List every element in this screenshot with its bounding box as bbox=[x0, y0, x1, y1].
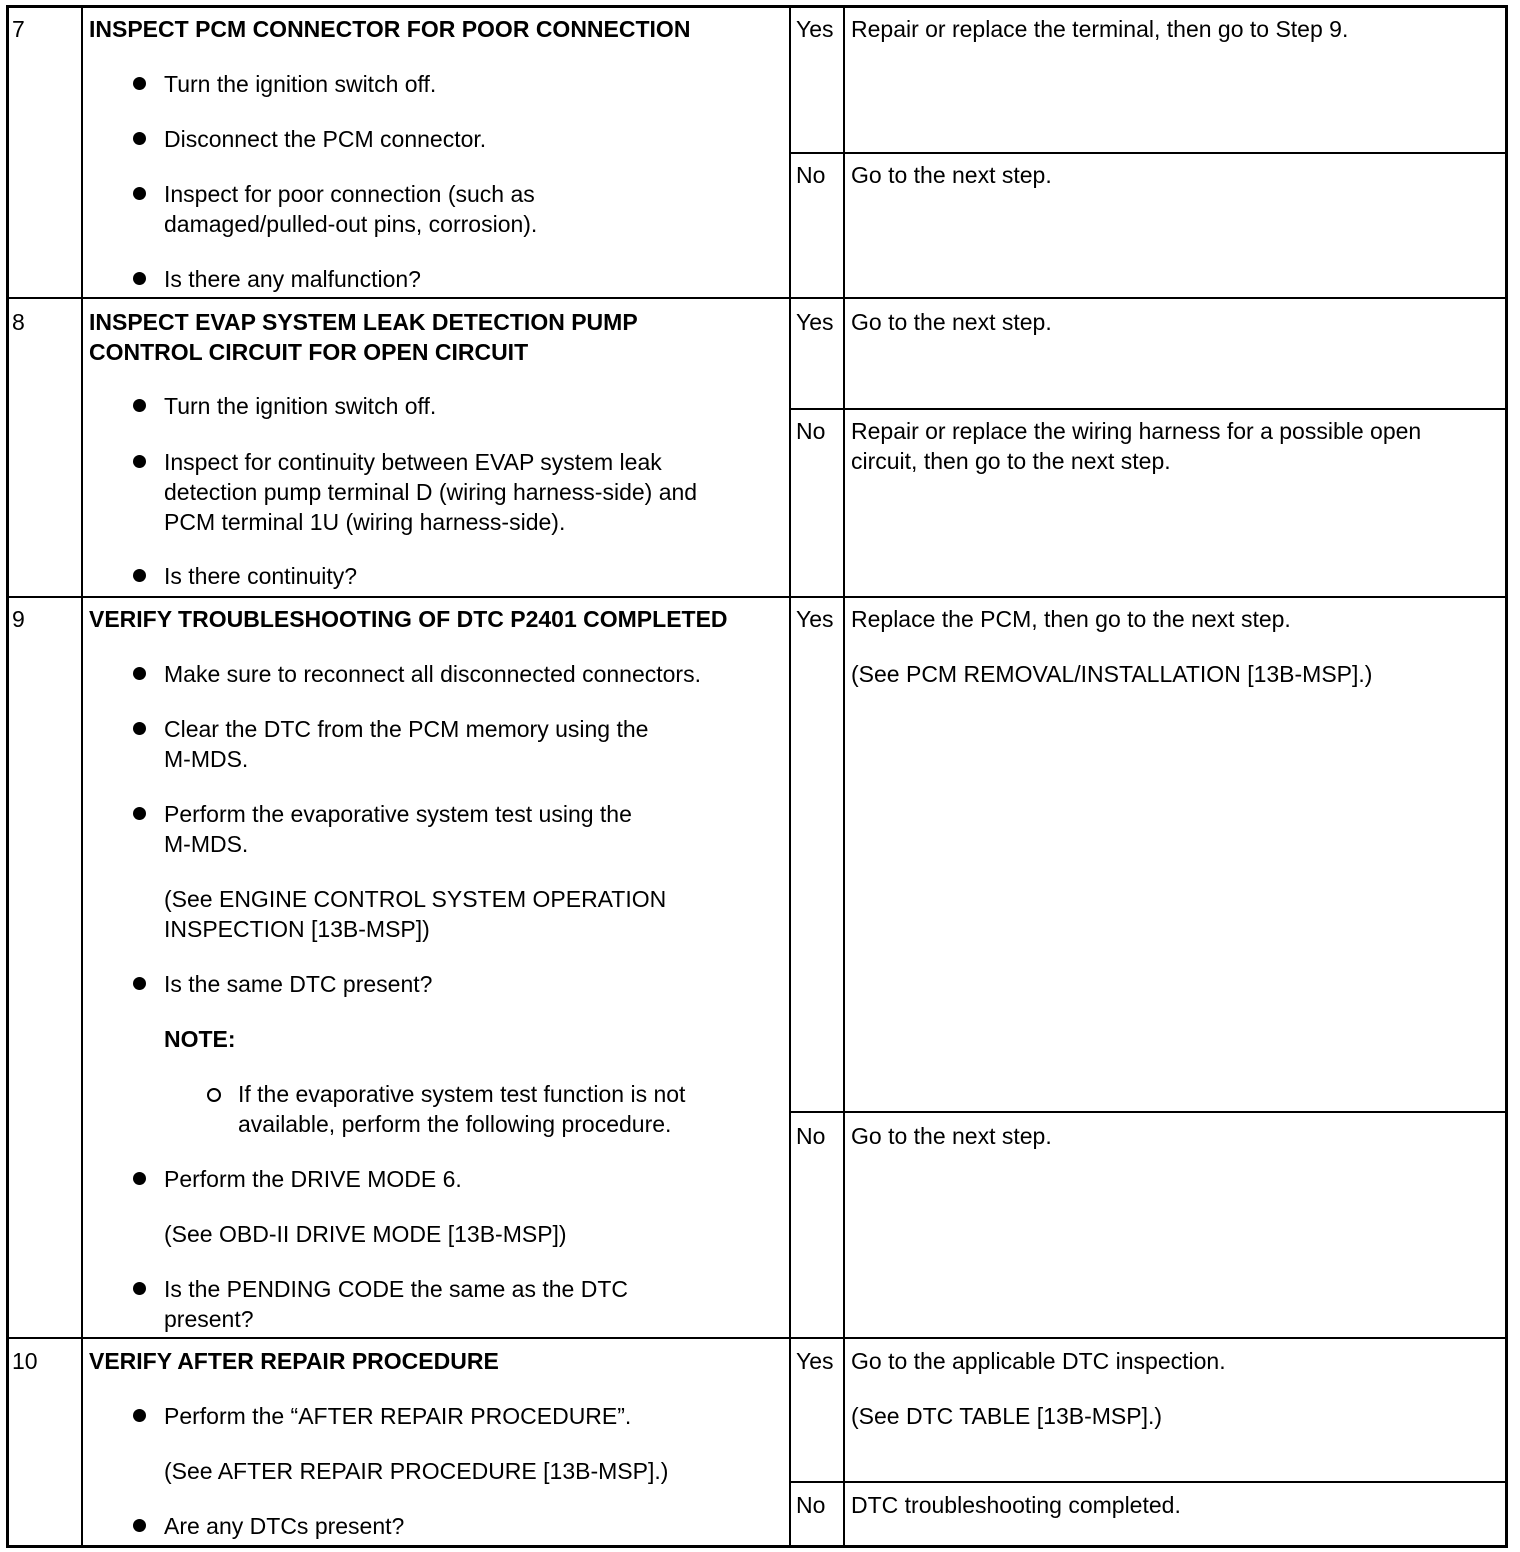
note-item-continued: available, perform the following procedure. bbox=[238, 1111, 672, 1137]
check-item: Turn the ignition switch off. bbox=[164, 71, 437, 97]
check-item-continued: detection pump terminal D (wiring harness-side) and bbox=[164, 479, 698, 505]
check-item: Clear the DTC from the PCM memory using the bbox=[164, 716, 649, 742]
bullet-icon bbox=[133, 667, 146, 680]
bullet-icon bbox=[133, 77, 146, 90]
no-action: DTC troubleshooting completed. bbox=[851, 1492, 1181, 1518]
check-item: Is there any malfunction? bbox=[164, 266, 421, 292]
yes-label: Yes bbox=[796, 1348, 834, 1374]
check-item: Perform the evaporative system test using the bbox=[164, 801, 632, 827]
no-action: Go to the next step. bbox=[851, 162, 1052, 188]
row-divider bbox=[6, 297, 1508, 299]
check-item: Is the same DTC present? bbox=[164, 971, 433, 997]
row-divider bbox=[6, 596, 1508, 598]
step-title: VERIFY TROUBLESHOOTING OF DTC P2401 COMPLETED bbox=[89, 606, 728, 632]
yes-action: Replace the PCM, then go to the next step. bbox=[851, 606, 1291, 632]
note-label: NOTE: bbox=[164, 1026, 236, 1052]
check-item: Make sure to reconnect all disconnected connectors. bbox=[164, 661, 701, 687]
bullet-icon bbox=[133, 569, 146, 582]
check-item: Are any DTCs present? bbox=[164, 1513, 405, 1539]
reference-text-continued: INSPECTION [13B-MSP]) bbox=[164, 916, 430, 942]
bullet-icon bbox=[133, 977, 146, 990]
column-divider bbox=[789, 6, 791, 1547]
check-item-continued: M-MDS. bbox=[164, 831, 249, 857]
step-title: INSPECT EVAP SYSTEM LEAK DETECTION PUMP bbox=[89, 309, 638, 335]
bullet-icon bbox=[133, 272, 146, 285]
bullet-icon bbox=[133, 1409, 146, 1422]
no-action: Go to the next step. bbox=[851, 1123, 1052, 1149]
no-label: No bbox=[796, 418, 826, 444]
yes-no-divider bbox=[789, 1111, 1508, 1113]
yes-action: Repair or replace the terminal, then go to Step 9. bbox=[851, 16, 1349, 42]
step-number: 9 bbox=[12, 606, 25, 632]
bullet-icon bbox=[133, 1172, 146, 1185]
step-number: 10 bbox=[12, 1348, 38, 1374]
check-item: Inspect for poor connection (such as bbox=[164, 181, 535, 207]
bullet-icon bbox=[133, 132, 146, 145]
bullet-icon bbox=[133, 399, 146, 412]
check-item-continued: present? bbox=[164, 1306, 254, 1332]
reference-text: (See ENGINE CONTROL SYSTEM OPERATION bbox=[164, 886, 667, 912]
no-action-continued: circuit, then go to the next step. bbox=[851, 448, 1171, 474]
yes-reference: (See DTC TABLE [13B-MSP].) bbox=[851, 1403, 1163, 1429]
yes-no-divider bbox=[789, 408, 1508, 410]
sub-bullet-icon bbox=[207, 1088, 221, 1102]
yes-action: Go to the applicable DTC inspection. bbox=[851, 1348, 1226, 1374]
check-item-continued: M-MDS. bbox=[164, 746, 249, 772]
step-number: 7 bbox=[12, 16, 25, 42]
check-item: Is there continuity? bbox=[164, 563, 358, 589]
step-number: 8 bbox=[12, 309, 25, 335]
yes-no-divider bbox=[789, 1481, 1508, 1483]
check-item-continued: PCM terminal 1U (wiring harness-side). bbox=[164, 509, 566, 535]
row-divider bbox=[6, 1337, 1508, 1339]
reference-text: (See OBD-II DRIVE MODE [13B-MSP]) bbox=[164, 1221, 567, 1247]
yes-reference: (See PCM REMOVAL/INSTALLATION [13B-MSP].) bbox=[851, 661, 1373, 687]
check-item: Inspect for continuity between EVAP system leak bbox=[164, 449, 662, 475]
check-item: Perform the DRIVE MODE 6. bbox=[164, 1166, 462, 1192]
bullet-icon bbox=[133, 455, 146, 468]
check-item: Is the PENDING CODE the same as the DTC bbox=[164, 1276, 628, 1302]
step-title: VERIFY AFTER REPAIR PROCEDURE bbox=[89, 1348, 499, 1374]
yes-no-divider bbox=[789, 152, 1508, 154]
step-title: INSPECT PCM CONNECTOR FOR POOR CONNECTION bbox=[89, 16, 691, 42]
reference-text: (See AFTER REPAIR PROCEDURE [13B-MSP].) bbox=[164, 1458, 669, 1484]
bullet-icon bbox=[133, 1519, 146, 1532]
no-label: No bbox=[796, 1123, 826, 1149]
bullet-icon bbox=[133, 807, 146, 820]
check-item-continued: damaged/pulled-out pins, corrosion). bbox=[164, 211, 538, 237]
no-label: No bbox=[796, 162, 826, 188]
yes-action: Go to the next step. bbox=[851, 309, 1052, 335]
bullet-icon bbox=[133, 722, 146, 735]
step-title-continued: CONTROL CIRCUIT FOR OPEN CIRCUIT bbox=[89, 339, 529, 365]
no-label: No bbox=[796, 1492, 826, 1518]
bullet-icon bbox=[133, 1282, 146, 1295]
bullet-icon bbox=[133, 187, 146, 200]
check-item: Turn the ignition switch off. bbox=[164, 393, 437, 419]
note-item: If the evaporative system test function is not bbox=[238, 1081, 686, 1107]
no-action: Repair or replace the wiring harness for a possible open bbox=[851, 418, 1422, 444]
column-divider bbox=[81, 6, 83, 1547]
check-item: Disconnect the PCM connector. bbox=[164, 126, 487, 152]
check-item: Perform the “AFTER REPAIR PROCEDURE”. bbox=[164, 1403, 632, 1429]
yes-label: Yes bbox=[796, 606, 834, 632]
yes-label: Yes bbox=[796, 16, 834, 42]
yes-label: Yes bbox=[796, 309, 834, 335]
column-divider bbox=[843, 6, 845, 1547]
